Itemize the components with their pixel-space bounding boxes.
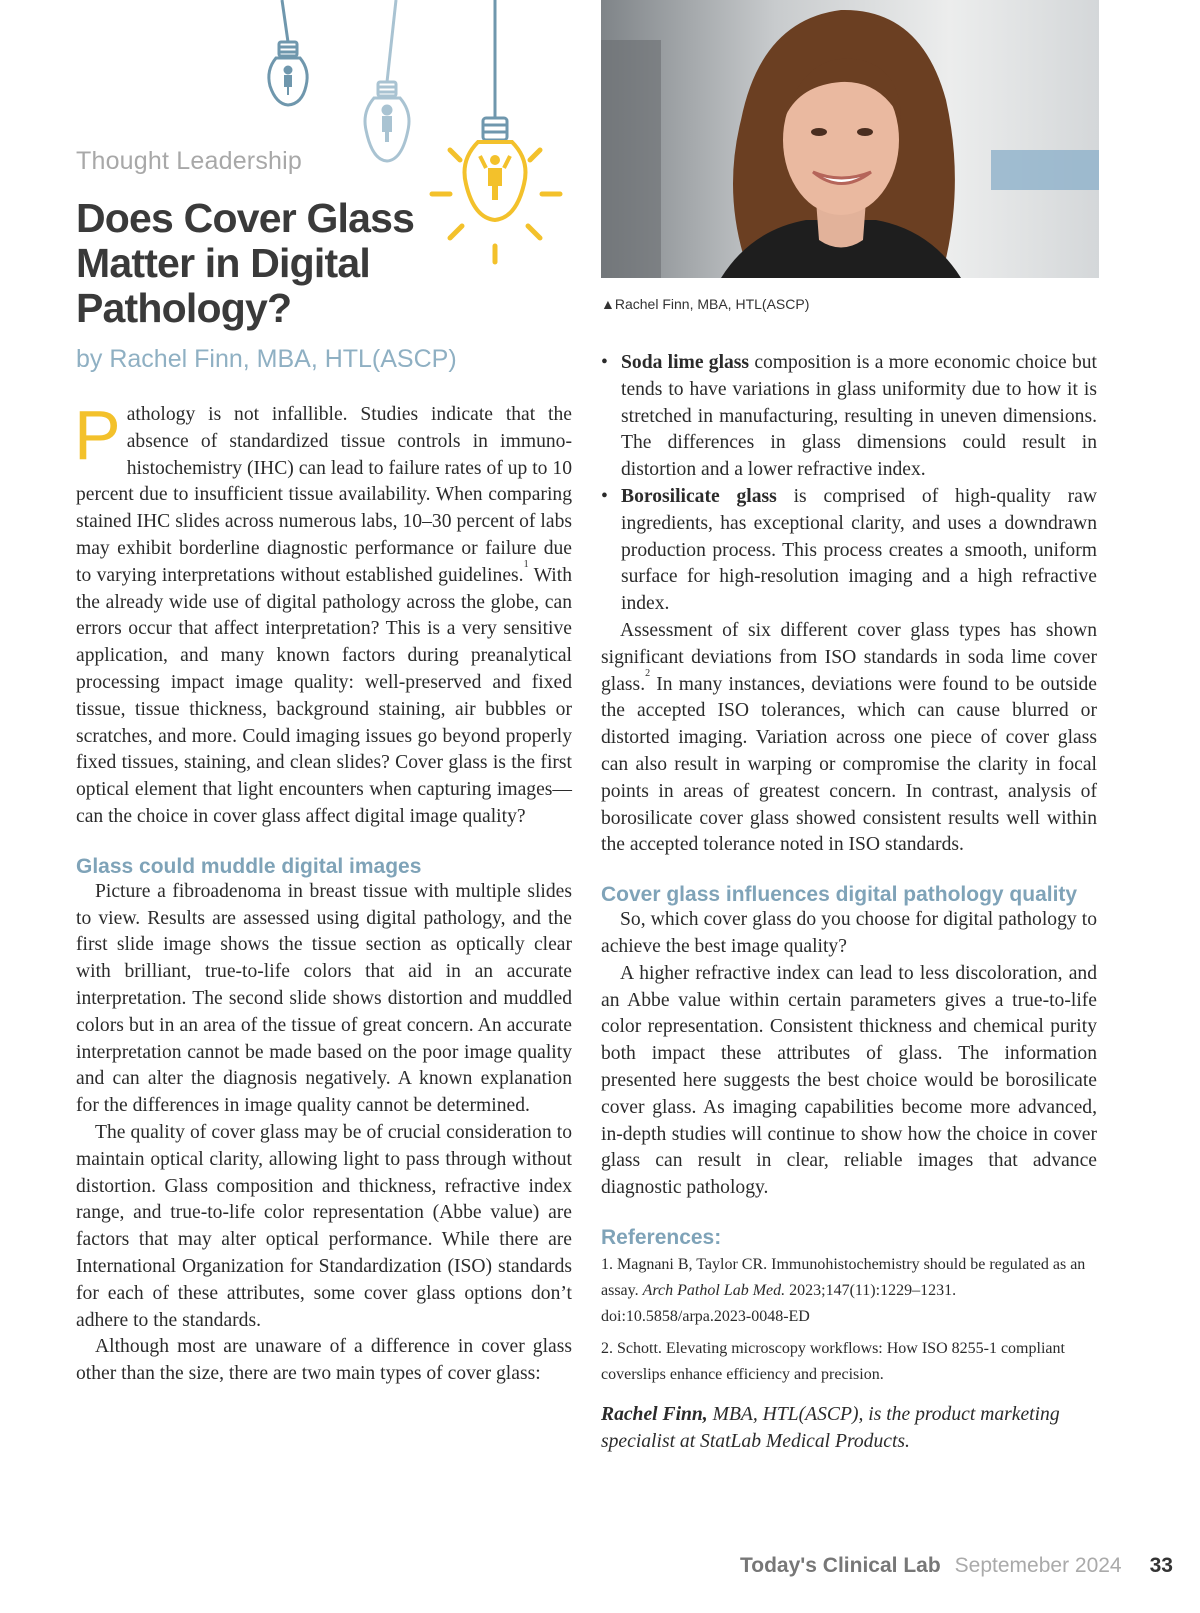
assessment-text-continued: In many instances, deviations were found to be outside the accepted ISO tolerances, which can cause blurred or distorted imaging. Variation across one piece of cover glass can also result in warping or compromise the clarity in focal points in areas of greatest concern. In contrast, analysis of borosilicate cover glass showed consistent results well within the accepted tolerance noted in ISO standards. xyxy=(601,673,1097,856)
publication-name: Today's Clinical Lab xyxy=(740,1554,941,1577)
photo-caption xyxy=(601,296,809,312)
glass-type-list xyxy=(601,350,1097,618)
section-heading-glass: Glass could muddle digital images xyxy=(76,854,422,878)
issue-date: Septemeber 2024 xyxy=(954,1554,1122,1577)
bullet-term: Soda lime glass xyxy=(621,352,750,373)
reference-text: 2023;147(11):1229–1231. doi:10.5858/arpa.2023-0048-ED xyxy=(601,1281,957,1325)
assessment-text: Assessment of six different cover glass types has shown significant deviations from ISO standards in soda lime cover glass. xyxy=(601,619,1097,695)
paragraph: Picture a fibroadenoma in breast tissue with multiple slides to view. Results are assessed using digital pathology, and the first slide image shows the tissue section as optically clear with brilliant, true-to-life colors that aid in an accurate interpretation. The second slide shows distortion and muddled colors but in an area of the tissue of great concern. An accurate interpretation cannot be made based on the poor image quality and can alter the diagnosis negatively. A known explanation for the differences in image quality cannot be determined. xyxy=(76,880,572,1117)
paragraph: So, which cover glass do you choose for digital pathology to achieve the best image quality? xyxy=(601,909,1097,957)
bullet-term: Borosilicate glass xyxy=(621,485,777,507)
list-item xyxy=(601,484,1097,618)
bullet-text: is comprised of high-quality raw ingredients, has exceptional clarity, and uses a downdrawn production process. This process creates a smooth, uniform surface for high-resolution imaging and a high refractive index. xyxy=(621,485,1097,615)
page-number: 33 xyxy=(1149,1554,1173,1577)
bio-text: MBA, HTL(ASCP), is the product marketing specialist at StatLab Medical Products. xyxy=(601,1403,1060,1452)
references-heading: References: xyxy=(601,1225,722,1249)
reference-1 xyxy=(601,1252,1097,1330)
list-item xyxy=(601,350,1097,484)
author-photo xyxy=(601,0,1099,278)
lightbulb-person-icon xyxy=(365,0,409,161)
lightbulb-person-icon xyxy=(269,0,307,105)
left-column xyxy=(74,396,572,1388)
reference-2: 2. Schott. Elevating microscopy workflows: How ISO 8255-1 compliant coverslips enhance efficiency and precision. xyxy=(601,1339,1065,1383)
lightbulb-lit-person-icon xyxy=(432,0,560,262)
reference-journal: Arch Pathol Lab Med. xyxy=(642,1281,786,1299)
caption-text: Rachel Finn, MBA, HTL(ASCP) xyxy=(614,296,810,312)
citation-1: 1 xyxy=(523,558,529,570)
paragraph: Although most are unaware of a difference in cover glass other than the size, there are two main types of cover glass: xyxy=(76,1336,572,1385)
drop-cap: P xyxy=(74,396,121,474)
section-heading-quality: Cover glass influences digital pathology quality xyxy=(601,883,1078,907)
byline: by Rachel Finn, MBA, HTL(ASCP) xyxy=(76,345,457,373)
paragraph: The quality of cover glass may be of crucial consideration to maintain optical clarity, allowing light to pass through without distortion. Glass composition and thickness, refractive index range, and true-to-life color representation (Abbe value) are factors that may alter optical performance. While there are International Organization for Standardization (ISO) standards for each of these attributes, some cover glass options don’t adhere to the standards. xyxy=(76,1121,572,1331)
intro-paragraph xyxy=(74,396,572,831)
page-footer xyxy=(740,1554,1173,1578)
reference-text: 1. Magnani B, Taylor CR. Immunohistochemistry should be regulated as an assay. xyxy=(601,1255,1086,1299)
citation-2: 2 xyxy=(645,667,651,679)
paragraph: A higher refractive index can lead to less discoloration, and an Abbe value within certain parameters gives a true-to-life color representation. Consistent thickness and chemical purity both impact these attributes of glass. The information presented here suggests the best choice would be borosilicate cover glass. As imaging capabilities become more advanced, in-depth studies will continue to show how the choice in cover glass can result in clear, reliable images that advance diagnostic pathology. xyxy=(601,962,1097,1199)
right-column xyxy=(601,350,1097,1456)
author-name: Rachel Finn, xyxy=(601,1403,708,1425)
article-title: Does Cover Glass Matter in Digital Pathology? xyxy=(76,195,415,331)
section-label: Thought Leadership xyxy=(76,147,302,175)
bullet-text: composition is a more economic choice but tends to have variations in glass uniformity due to how it is stretched in manufacturing, resulting in uneven dimensions. The differences in glass dimensions could result in distortion and a lower refractive index. xyxy=(621,352,1097,481)
author-bio xyxy=(601,1402,1097,1456)
intro-text-continued: With the already wide use of digital pathology across the globe, can errors occur that affect interpretation? This is a very sensitive application, and many known factors during preanalytical processing impact image quality: well-preserved and fixed tissue, tissue thickness, background staining, air bubbles or scratches, and more. Could imaging issues go beyond properly fixed tissues, staining, and clean slides? Cover glass is the first optical element that light encounters when capturing images—can the choice in cover glass affect digital image quality? xyxy=(76,564,572,827)
intro-text: athology is not infallible. Studies indicate that the absence of standardized tissue controls in immunohistochemistry (IHC) can lead to failure rates of up to 10 percent due to insufficient tissue availability. When comparing stained IHC slides across numerous labs, 10–30 percent of labs may exhibit borderline diagnostic performance or failure due to varying interpretations without established guidelines. xyxy=(76,404,572,586)
paragraph xyxy=(601,618,1097,859)
caret-up-icon: ▲ xyxy=(601,296,615,312)
